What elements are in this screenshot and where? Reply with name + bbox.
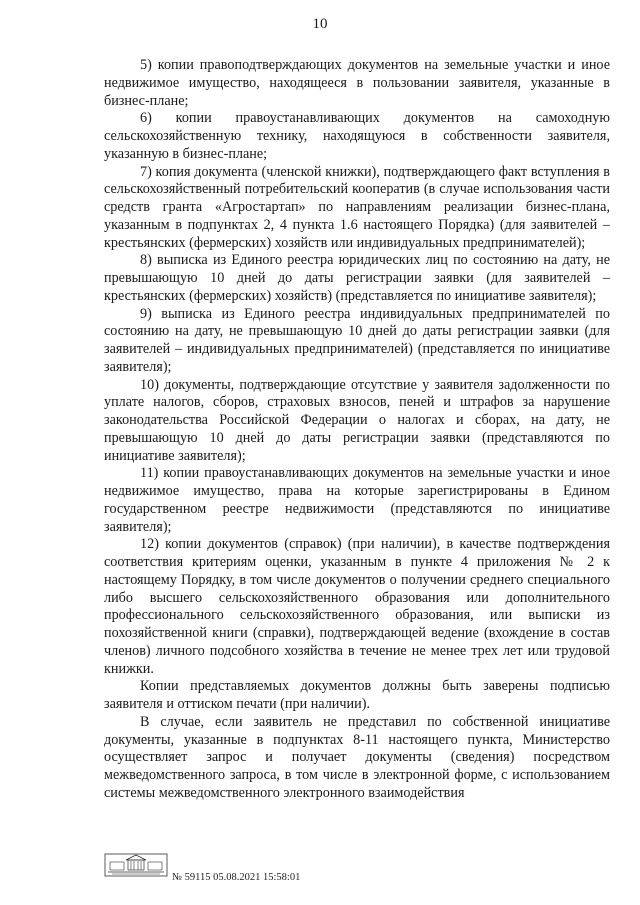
interagency-request-paragraph: В случае, если заявитель не представил по собственной инициативе документы, указанные в подпунктах 8-11 настоящего пункта, Министерство осуществляет запрос и получает документы (сведения) посредством межведомственного запроса, в том числе в электронной форме, с использованием системы межведомственного электронного взаимодействия xyxy=(104,713,610,801)
list-item-11: 11) копии правоустанавливающих документов на земельные участки и иное недвижимое имущество, права на которые зарегистрированы в Едином государственном реестре недвижимости (представляются по инициативе заявителя); xyxy=(104,465,610,535)
page-number: 10 xyxy=(312,16,328,32)
list-item-12: 12) копии документов (справок) (при наличии), в качестве подтверждения соответствия критериям оценки, указанным в пункте 4 приложения № 2 к настоящему Порядку, в том числе документов о получении среднего специального либо высшего сельскохозяйственного образования или дополнительного профессионального сельскохозяйственного образования, или выписки из похозяйственной книги (справки), подтверждающей ведение (вхождение в состав членов) личного подсобного хозяйства в течение не менее трех лет или трудовой книжки. xyxy=(104,536,610,677)
list-item-7: 7) копия документа (членской книжки), подтверждающего факт вступления в сельскохозяйственный потребительский кооператив (в случае использования части средств гранта «Агростартап» по направлениям реализации бизнес-плана, указанным в подпунктах 2, 4 пункта 1.6 настоящего Порядка) (для заявителей – крестьянских (фермерских) хозяйств или индивидуальных предпринимателей); xyxy=(104,163,610,251)
list-item-5: 5) копии правоподтверждающих документов на земельные участки и иное недвижимое имущество, находящееся в пользовании заявителя, указанные в бизнес-плане; xyxy=(104,57,610,109)
copies-certification-paragraph: Копии представляемых документов должны быть заверены подписью заявителя и оттиском печати (при наличии). xyxy=(104,678,610,712)
list-item-9: 9) выписка из Единого реестра индивидуальных предпринимателей по состоянию на дату, не превышающую 10 дней до даты регистрации заявки (для заявителей – индивидуальных предпринимателей) (представляется по инициативе заявителя); xyxy=(104,305,610,375)
document-body xyxy=(104,57,610,803)
list-item-8: 8) выписка из Единого реестра юридических лиц по состоянию на дату, не превышающую 10 дней до даты регистрации заявки (для заявителей – крестьянских (фермерских) хозяйств) (представляется по инициативе заявителя); xyxy=(104,252,610,304)
footer-stamp xyxy=(104,850,364,890)
list-item-10: 10) документы, подтверждающие отсутствие у заявителя задолженности по уплате налогов, сборов, страховых взносов, пеней и штрафов за нарушение законодательства Российской Федерации о налогах и сборах, на дату, не превышающую 10 дней до даты регистрации заявки (представляются по инициативе заявителя); xyxy=(104,376,610,464)
list-item-6: 6) копии правоустанавливающих документов на самоходную сельскохозяйственную технику, находящуюся в собственности заявителя, указанную в бизнес-плане; xyxy=(104,110,610,162)
registration-number: № 59115 05.08.2021 15:58:01 xyxy=(172,872,301,883)
government-building-seal-icon xyxy=(104,850,168,878)
